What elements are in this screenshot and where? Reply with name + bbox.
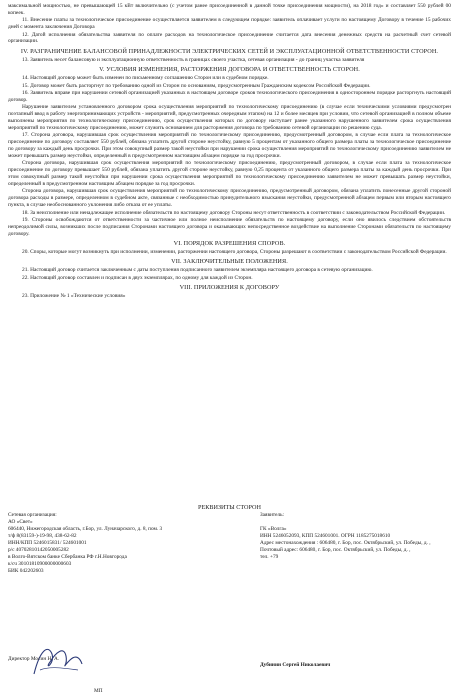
contract-paragraph: 12. Датой исполнения обязательства заявителя по оплате расходов на технологическое присоединение считается дата внесения денежных средств на расчетный счет сетевой организации. (8, 31, 451, 45)
network-org-line: р/с 40702810142050005282 (8, 546, 69, 553)
contract-paragraph: 14. Настоящий договор может быть изменен по письменному соглашению Сторон или в судебном порядке. (22, 75, 269, 82)
network-org-line: ИНН/КПП 5246015831/ 524601001 (8, 539, 87, 546)
contract-paragraph: 20. Споры, которые могут возникнуть при исполнении, изменении, расторжении настоящего договора, Стороны разрешают в соответствии с законодательством Российской Федерации. (22, 249, 447, 256)
contract-paragraph: 22. Настоящий договор составлен и подписан в двух экземплярах, по одному для каждой из Сторон. (22, 274, 253, 281)
contract-paragraph: 16. Заявитель вправе при нарушении сетевой организацией указанных в настоящем договоре сроков технологического присоединения в одностороннем порядке расторгнуть настоящий договор. (8, 90, 451, 103)
contract-paragraph: 23. Приложение № 1 «Технические условия» (22, 293, 126, 300)
applicant-signatory: Дубинин Сергей Николаевич (260, 662, 331, 668)
network-org-requisites (8, 512, 218, 574)
network-org-line: Сетевая организация: (8, 512, 57, 518)
applicant-line: тел. +79 (260, 553, 279, 560)
section-heading: VIII. ПРИЛОЖЕНИЯ К ДОГОВОРУ (179, 283, 280, 291)
stamp-placeholder: МП (94, 688, 103, 694)
network-org-line: АО «Свет» (8, 518, 33, 525)
network-org-line: 606440, Нижегородская область, г.Бор, ул. Луначарского, д. 8, пом. 3 (8, 525, 163, 532)
contract-paragraph: Нарушение заявителем установленного договором срока осуществления мероприятий по технологическому присоединению (в случае если техническими условиями предусмотрен поэтапный ввод в работу энергопринимающих устройств - мероприятий, предусмотренных очередным этапом) на 12 и более месяцев при условии, что сетевой организацией в полном объеме выполнены мероприятия по технологическому присоединению, срок осуществления которых по договору наступает ранее указанного нарушенного заявителем срока осуществления мероприятий по технологическому присоединению, может служить основанием для расторжения договора по требованию сетевой организации по решению суда. (8, 104, 451, 131)
contract-paragraph: 11. Внесение платы за технологическое присоединение осуществляется заявителем в следующем порядке: заявитель оплачивает услуги по настоящему Договору в течение 15 рабочих дней с момента заключения Договора (8, 17, 451, 31)
contract-paragraph: 15. Договор может быть расторгнут по требованию одной из Сторон по основаниям, предусмотренным Гражданским кодексом Российской Федерации. (22, 82, 371, 89)
section-heading: IV. РАЗГРАНИЧЕНИЕ БАЛАНСОВОЙ ПРИНАДЛЕЖНОСТИ ЭЛЕКТРИЧЕСКИХ СЕТЕЙ И ЭКСПЛУАТАЦИОННОЙ ОТВЕТСТВЕННОСТИ СТОРОН. (20, 47, 439, 55)
contract-paragraph: 19. Стороны освобождаются от ответственности за частичное или полное неисполнение обязательств по настоящему договору, если оно явилось следствием обстоятельств непреодолимой силы, возникших после подписания Сторонами настоящего договора и оказывающих непосредственное воздействие на выполнение Сторонами обязательств по настоящему договору. (8, 217, 451, 237)
applicant-line: Адрес местонахождения : 606480, г. Бор, пос. Октябрьский, ул. Победы, д. , (260, 539, 431, 546)
network-org-line: т/ф 8(83159-)-19-98, 438-62-82 (8, 532, 77, 539)
contract-paragraph: 21. Настоящий договор считается заключенным с даты поступления подписанного заявителем экземпляра настоящего договора в сетевую организацию. (22, 267, 373, 274)
applicant-line: Почтовый адрес: 606480, г. Бор, пос. Октябрьский, ул. Победы, д. , (260, 546, 411, 553)
contract-paragraph: максимальной мощностью, не превышающей 15 кВт включительно (с учетом ранее присоединенной в данной точке присоединения мощности), на 2018 год» и составляет 550 рублей 00 копеек. (8, 3, 451, 16)
section-heading: VII. ЗАКЛЮЧИТЕЛЬНЫЕ ПОЛОЖЕНИЯ. (171, 258, 288, 266)
contract-paragraph: 17. Сторона договора, нарушившая срок осуществления мероприятий по технологическому присоединению, предусмотренный договором, в случае если плата за технологическое присоединение по договору составляет 550 рублей, обязана уплатить другой стороне неустойку, равную 5 процентам от указанного общего размера платы за технологическое присоединение по договору за каждый день просрочки. При этом совокупный размер такой неустойки при нарушении срока осуществления мероприятий по технологическому присоединению заявителем не может превышать размер неустойки, определенный в предусмотренном настоящим абзацем порядке за год просрочки. (8, 132, 451, 159)
network-org-line: к/сч 30101810900000000603 (8, 560, 72, 567)
contract-paragraph: Сторона договора, нарушившая срок осуществления мероприятий по технологическому присоединению, предусмотренный договором, обязана уплатить понесенные другой стороной договора расходы в размере, определенном в судебном акте, связанные с необходимостью принудительного взыскания неустойки, предусмотренной абзацем первым или вторым настоящего пункта, в случае необоснованного уклонения либо отказа от ее уплаты. (8, 188, 451, 209)
section-heading: V. УСЛОВИЯ ИЗМЕНЕНИЯ, РАСТОРЖЕНИЯ ДОГОВОРА И ОТВЕТСТВЕННОСТЬ СТОРОН. (99, 65, 360, 73)
applicant-line: ИНН 5246052093, КПП 524601001. ОГРН 1185275018610 (260, 532, 391, 539)
contract-body (8, 3, 451, 301)
section-heading: VI. ПОРЯДОК РАЗРЕШЕНИЯ СПОРОВ. (173, 239, 286, 247)
applicant-requisites (260, 512, 450, 561)
applicant-line: Заявитель: (260, 512, 284, 518)
network-org-line: БИК 042202603 (8, 567, 44, 574)
applicant-line: ГК «Волга» (260, 525, 287, 532)
contract-paragraph: Сторона договора, нарушившая срок осуществления мероприятий по технологическому присоединению, предусмотренный договором, в случае если плата за технологическое присоединение по договору превышает 550 рублей, обязана уплатить другой стороне неустойку, равную 0,25 процента от указанного общего размера платы за каждый день просрочки. При этом совокупный размер такой неустойки при нарушении срока осуществления мероприятий по технологическому присоединению заявителем не может превышать размер неустойки, определенный в предусмотренном настоящим абзацем порядке за год просрочки. (8, 160, 451, 187)
applicant-line (260, 519, 450, 526)
requisites-title: РЕКВИЗИТЫ СТОРОН (198, 504, 261, 511)
contract-paragraph: 18. За неисполнение или ненадлежащее исполнение обязательств по настоящему договору Стороны несут ответственность в соответствии с законодательством Российской Федерации. (22, 209, 446, 216)
network-org-line: в Волго-Вятском банке Сбербанка РФ г.Н.Новгорода (8, 553, 127, 560)
director-signature-label: Директор Мосин Н. А. (8, 656, 60, 662)
contract-paragraph: 13. Заявитель несет балансовую и эксплуатационную ответственность в границах своего участка, сетевая организация - до границ участка заявителя (22, 56, 365, 63)
